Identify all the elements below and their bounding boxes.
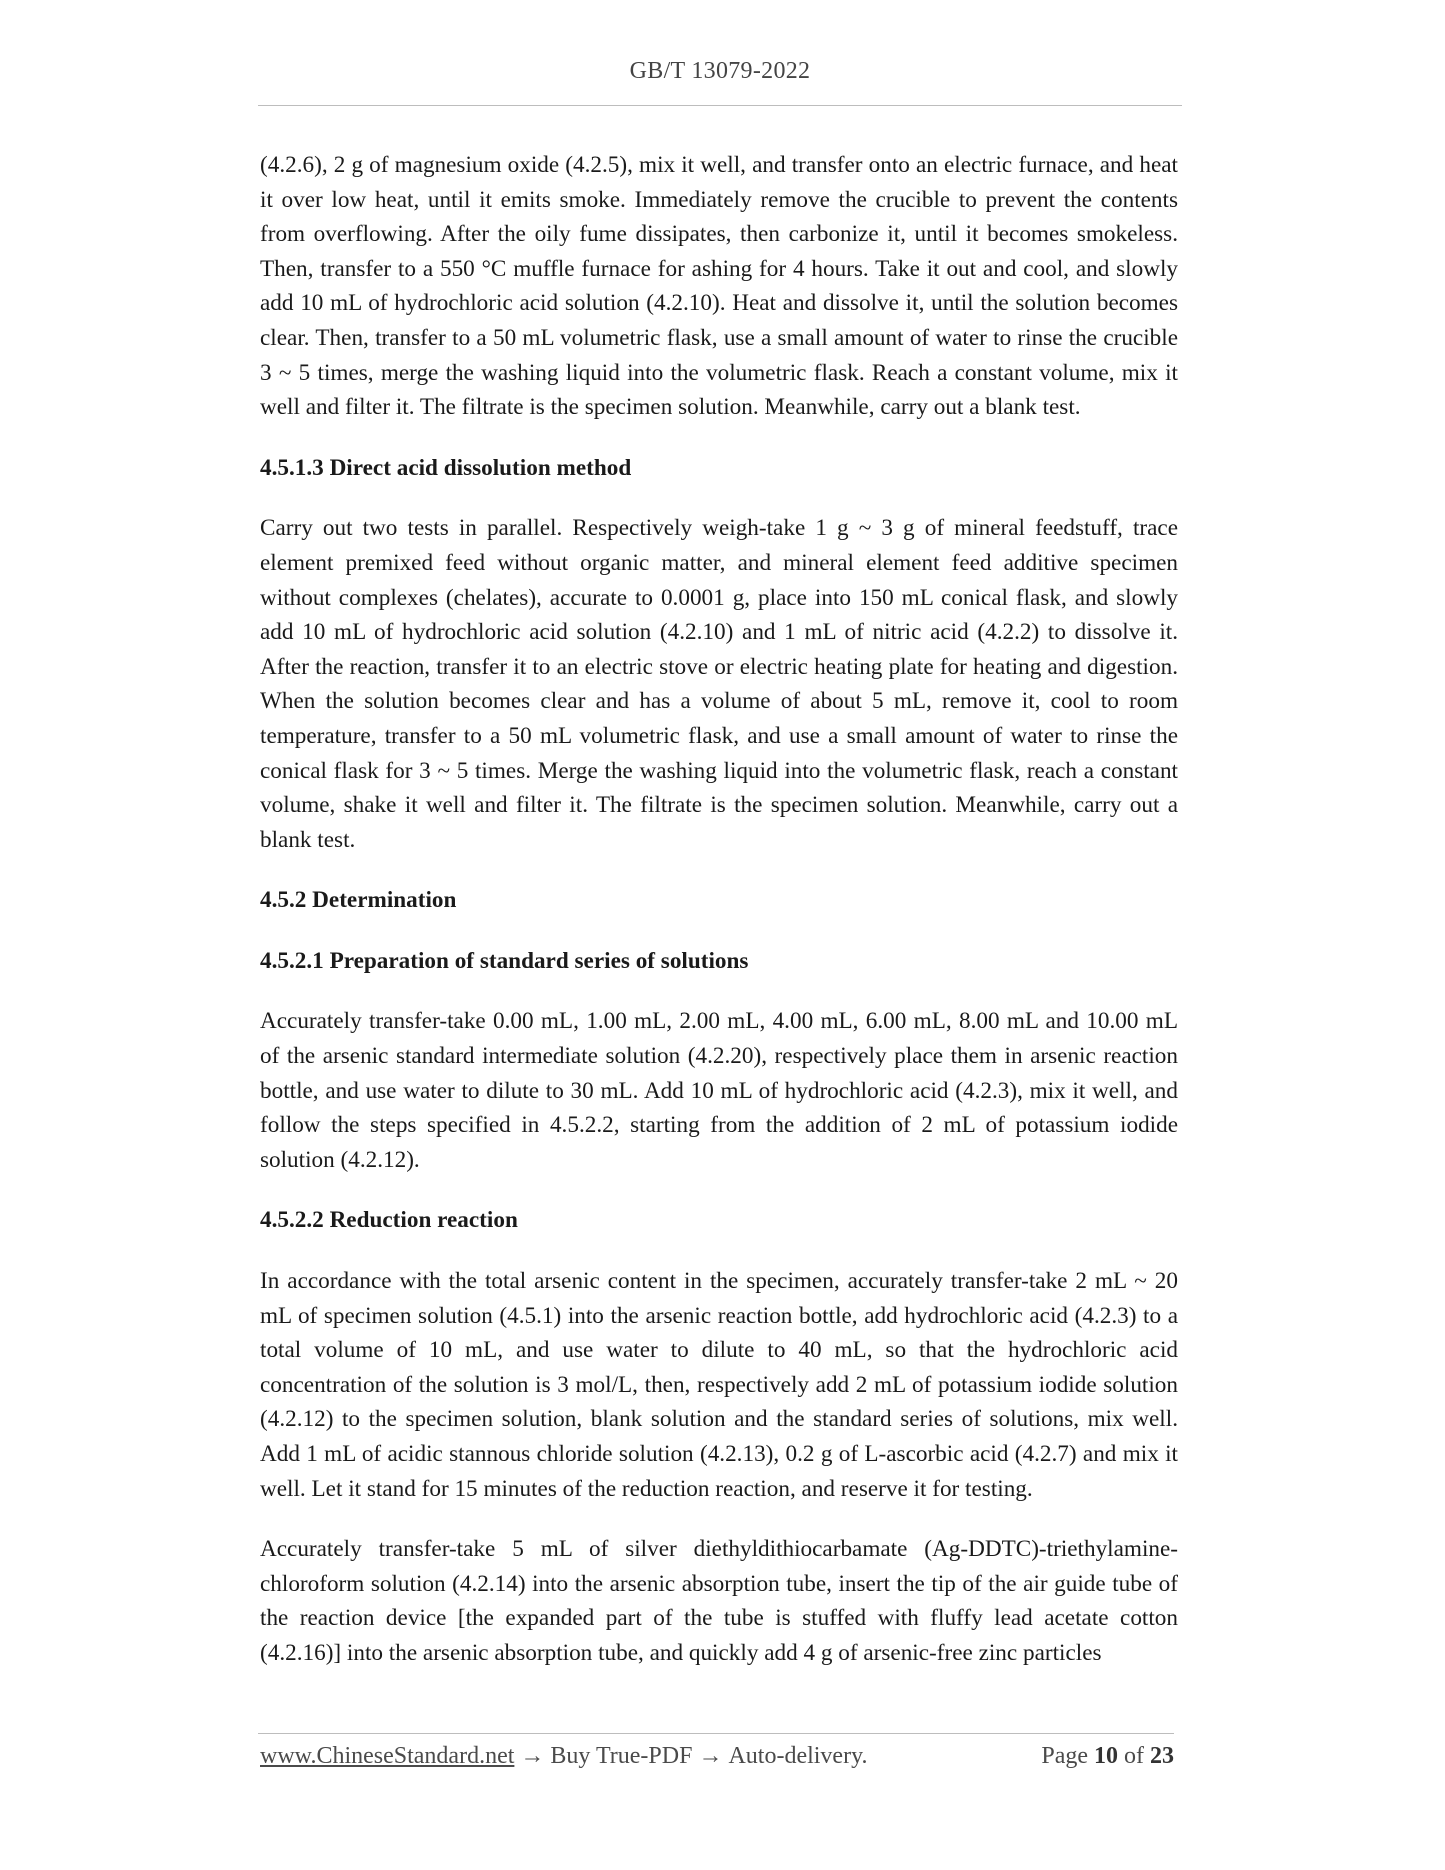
heading-4-5-2-2: 4.5.2.2 Reduction reaction [260,1207,518,1234]
auto-delivery-text: Auto-delivery. [728,1743,868,1769]
paragraph-absorption-tube: Accurately transfer-take 5 mL of silver diethyldithiocarbamate (Ag-DDTC)-triethylamine-chloroform solution (4.2.14) into the arsenic absorption tube, insert the tip of the air guide tube of the reaction device [the expanded part of the tube is stuffed with fluffy lead acetate cotton (4.2.16)] into the arsenic absorption tube, and quickly add 4 g of arsenic-free zinc particles [260,1536,1178,1666]
paragraph-reduction-reaction: In accordance with the total arsenic content in the specimen, accurately transfer-take 2 mL ~ 20 mL of specimen solution (4.5.1) into the arsenic reaction bottle, add hydrochloric acid (4.2.3) to a total volume of 10 mL, and use water to dilute to 40 mL, so that the hydrochloric acid concentration of the solution is 3 mol/L, then, respectively add 2 mL of potassium iodide solution (4.2.12) to the specimen solution, blank solution and the standard series of solutions, mix well. Add 1 mL of acidic stannous chloride solution (4.2.13), 0.2 g of L-ascorbic acid (4.2.7) and mix it well. Let it stand for 15 minutes of the reduction reaction, and reserve it for testing. [260,1268,1178,1502]
of-label: of [1124,1743,1144,1769]
page-header [258,58,1182,85]
heading-4-5-2: 4.5.2 Determination [260,887,457,914]
page-number [1041,1743,1174,1770]
standard-number: GB/T 13079-2022 [629,58,811,84]
page-total: 23 [1150,1743,1174,1769]
footer-divider [258,1733,1174,1734]
paragraph-standard-series: Accurately transfer-take 0.00 mL, 1.00 mL, 2.00 mL, 4.00 mL, 6.00 mL, 8.00 mL and 10.00 mL of the arsenic standard intermediate solution (4.2.20), respectively place them in arsenic reaction bottle, and use water to dilute to 30 mL. Add 10 mL of hydrochloric acid (4.2.3), mix it well, and follow the steps specified in 4.5.2.2, starting from the addition of 2 mL of potassium iodide solution (4.2.12). [260,1008,1178,1173]
document-body [260,148,1178,1697]
arrow-right-icon: → [698,1743,723,1769]
paragraph-ashing-method-continued: (4.2.6), 2 g of magnesium oxide (4.2.5), mix it well, and transfer onto an electric furnace, and heat it over low heat, until it emits smoke. Immediately remove the crucible to prevent the contents from overflowing. After the oily fume dissipates, then carbonize it, until it becomes smokeless. Then, transfer to a 550 °C muffle furnace for ashing for 4 hours. Take it out and cool, and slowly add 10 mL of hydrochloric acid solution (4.2.10). Heat and dissolve it, until the solution becomes clear. Then, transfer to a 50 mL volumetric flask, use a small amount of water to rinse the crucible 3 ~ 5 times, merge the washing liquid into the volumetric flask. Reach a constant volume, mix it well and filter it. The filtrate is the specimen solution. Meanwhile, carry out a blank test. [260,152,1178,421]
page-footer [260,1743,1174,1779]
page-label: Page [1041,1743,1088,1769]
buy-true-pdf-text: Buy True-PDF [550,1743,693,1769]
page-current: 10 [1094,1743,1118,1769]
footer-promo [260,1743,868,1770]
header-divider [258,105,1182,106]
paragraph-direct-acid-dissolution: Carry out two tests in parallel. Respectively weigh-take 1 g ~ 3 g of mineral feedstuff, trace element premixed feed without organic matter, and mineral element feed additive specimen without complexes (chelates), accurate to 0.0001 g, place into 150 mL conical flask, and slowly add 10 mL of hydrochloric acid solution (4.2.10) and 1 mL of nitric acid (4.2.2) to dissolve it. After the reaction, transfer it to an electric stove or electric heating plate for heating and digestion. When the solution becomes clear and has a volume of about 5 mL, remove it, cool to room temperature, transfer to a 50 mL volumetric flask, and use a small amount of water to rinse the conical flask for 3 ~ 5 times. Merge the washing liquid into the volumetric flask, reach a constant volume, shake it well and filter it. The filtrate is the specimen solution. Meanwhile, carry out a blank test. [260,515,1178,853]
heading-4-5-1-3: 4.5.1.3 Direct acid dissolution method [260,454,632,481]
site-link[interactable]: www.ChineseStandard.net [260,1743,515,1769]
arrow-right-icon: → [520,1743,545,1769]
heading-4-5-2-1: 4.5.2.1 Preparation of standard series of solutions [260,947,749,974]
